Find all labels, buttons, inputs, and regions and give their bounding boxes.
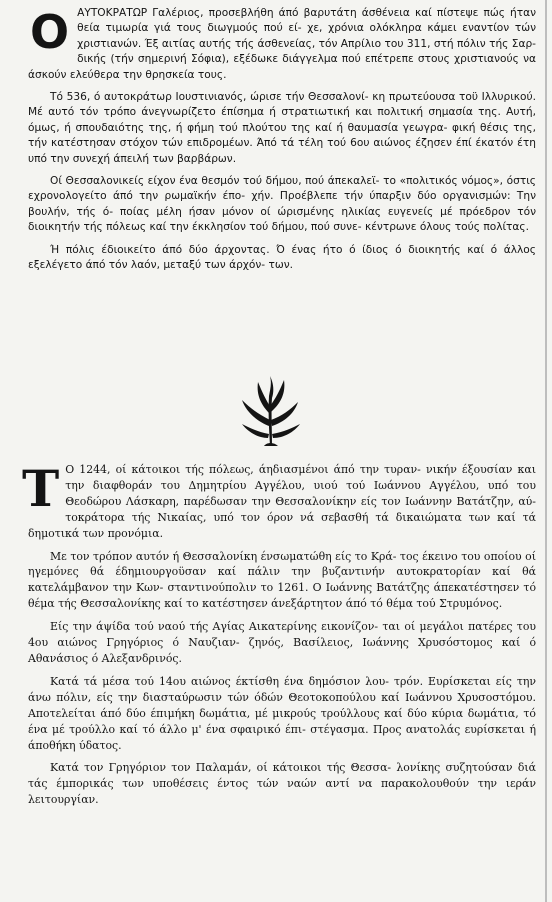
paragraph: Τό 536, ό αυτοκράτωρ Ιουστινιανός, ώρισε τήν Θεσσαλονί- κη πρωτεύουσα τοϋ Ιλλυρικού. Μέ αυτό τόν τρόπο άνεγνωρίζετο έπίσημα ή στρατιωτική και πολιτική σημασία της. Αυτή, όμως, ή σπουδαιότης της, ή φήμη τού πλούτου της καί ή θαυμασία γεωγρα- φική θέσις της, τήν κατέστησαν στόχον τών επιδρομέων. Άπό τά τέλη τού 6ου αιώνος έζησεν έπί έκατόν έτη υπό την συνεχή άπειλή των βαρβάρων. [28,91,536,165]
paragraph: Κατά τά μέσα τού 14ου αιώνος έκτίσθη ένα δημόσιον λου- τρόν. Ευρίσκεται είς την άνω πόλιν, είς την διασταύρωσιν τών όδών Θεοτοκοπούλου καί Ιωάννου Χρυσοστόμου. Αποτελείται άπό δύο έπιμήκη δωμάτια, μέ μικρούς τρούλλους καί δύο κύρια δωμάτια, τό ένα μέ τρούλλο καί τό άλλο μ' ένα σφαιρικό έπι- στέγασμα. Προς ανατολάς ευρίσκεται ή άποθήκη ύδατος. [28,674,536,752]
column-divider [545,0,547,902]
paragraph: ΑΥΤΟΚΡΑΤΩΡ Γαλέριος, προσεβλήθη άπό βαρυτάτη άσθένεια καί πίστεψε πώς ήταν θεία τιμωρία γιά τους διωγμούς πού εί- χε, χρόνια ολόκληρα κάμει εναντίον τών χριστιανών. Έξ αιτίας αυτής τής άσθενείας, τόν Απρίλιο του 311, στή πόλιν τής Σαρ- δικής (τήν σημερινή Σόφια), εξέδωκε διάγγελμα πού επέτρεπε στους χριστιανούς να άσκούν ελεύθερα την θρησκεία τους. [28,7,536,81]
paragraph: Οί Θεσσαλονικείς είχον ένα θεσμόν τού δήμου, πού άπεκαλεϊ- το «πολιτικός νόμος», όστις εχρονολογείτο άπό την ρωμαϊκήν έπο- χήν. Προέβλεπε τήν ύπαρξιν δύο οργανισμών: Την βουλήν, τής ό- ποίας μέλη ήσαν μόνον οί ώρισμένης ηλικίας ευγενείς μέ πρόεδρον τόν διοικητήν τής πόλεως καί την έκκλησίον τού δήμου, πού συνε- κέντρωνε όλους τούς πολίτας. [28,175,536,234]
paragraph: Με τον τρόπον αυτόν ή Θεσσαλονίκη ένσωματώθη είς το Κρά- τος έκεινο του οποίου οί ηγεμόνες θά έδημιουργοϋσαν καί πάλιν την βυζαντινήν αυτοκρατορίαν καί θά κατελάμβανον την Κων- σταντινούπολιν το 1261. Ο Ιωάννης Βατάτζης άπεκατέστησεν τό θέμα τής Θεσσαλονίκης καί το κατέστησεν άνεξάρτητον άπό τό θέμα τού Στρυμόνος. [28,549,536,611]
drop-cap: Ο [30,5,70,59]
plant-ornament-icon [234,366,306,448]
paragraph: Κατά τον Γρηγόριον τον Παλαμάν, οί κάτοικοι τής Θεσσα- λονίκης συζητούσαν διά τάς έμπορικάς των υποθέσεις έντος τών ναών αντί να παρακολουθούν την ιεράν λειτουργίαν. [28,761,536,807]
paragraph: Ή πόλις έδιοικείτο άπό δύο άρχοντας. Ό ένας ήτο ό ίδιος ό διοικητής καί ό άλλος εξελέγετο άπό τόν λαόν, μεταξύ των άρχόν- των. [28,243,536,272]
paragraph: Ο 1244, οί κάτοικοι τής πόλεως, άηδιασμένοι άπό την τυραν- νικήν έξουσίαν και την διαφθοράν του Δημητρίου Αγγέλου, υιού τού Ιωάννου Αγγέλου, υπό του Θεοδώρου Λάσκαρη, παρέδωσαν την Θεσσαλονίκην είς τον Ιωάννην Βατάτζην, αύ- τοκράτορα τής Νικαίας, υπό τον όρον νά σεβασθή τά δικαιώματα των καί τά δημοτικά των προνόμια. [28,463,536,540]
article-section-bottom [22,459,536,815]
paragraph: Είς την άψίδα τού ναού τής Αγίας Αικατερίνης εικονίζον- ται οί μεγάλοι πατέρες του 4ου αιώνος Γρηγόριος ό Ναυζιαν- ζηνός, Βασίλειος, Ιωάννης Χρυσόστομος καί ό Αθανάσιος ό Αλεξανδρινός. [28,620,536,665]
article-section-top [28,6,536,281]
drop-cap: Τ [22,459,60,518]
